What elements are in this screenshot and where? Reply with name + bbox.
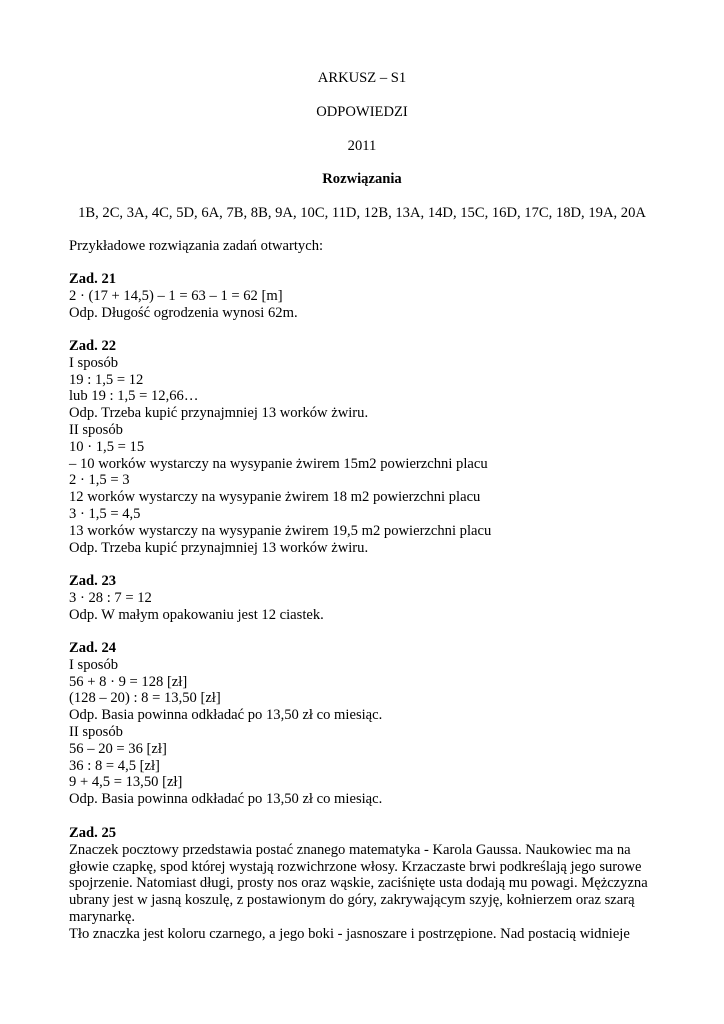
task-line: 56 – 20 = 36 [zł] xyxy=(69,740,167,757)
task-line: 10 · 1,5 = 15 xyxy=(69,438,145,455)
task-line: – 10 worków wystarczy na wysypanie żwirem 15m2 powierzchni placu xyxy=(69,455,488,472)
task-title: Zad. 23 xyxy=(69,573,117,589)
task-line: II sposób xyxy=(69,723,123,740)
task-line: 2 · 1,5 = 3 xyxy=(69,472,130,489)
task-21 xyxy=(69,271,659,321)
task-line: Odp. Basia powinna odkładać po 13,50 zł co miesiąc. xyxy=(69,791,383,808)
intro-text xyxy=(69,238,659,255)
solutions-heading: Rozwiązania xyxy=(322,171,402,187)
task-line: 9 + 4,5 = 13,50 [zł] xyxy=(69,774,183,791)
task-title: Zad. 25 xyxy=(69,825,117,841)
task-title: Zad. 24 xyxy=(69,640,117,656)
task-paragraph: Tło znaczka jest koloru czarnego, a jego boki - jasnoszare i postrzępione. Nad postacią widnieje xyxy=(69,925,630,942)
task-paragraph: Znaczek pocztowy przedstawia postać znanego matematyka - Karola Gaussa. Naukowiec ma na głowie czapkę, spod której wystają rozwichrzone włosy. Krzaczaste brwi podkreślają jego surowe spojrzenie. Natomiast długi, prosty nos oraz wąskie, zaciśnięte usta dodają mu powagi. Mężczyzna ubrany jest w jasną koszulę, z postawionym do góry, zakrywającym szyję, kołnierzem oraz szarą marynarkę. xyxy=(69,841,648,925)
task-25 xyxy=(69,825,659,943)
task-line: I sposób xyxy=(69,656,119,673)
task-line: 3 · 28 : 7 = 12 xyxy=(69,589,152,606)
year-label: 2011 xyxy=(347,138,377,154)
task-line: II sposób xyxy=(69,421,123,438)
task-line: (128 – 20) : 8 = 13,50 [zł] xyxy=(69,690,221,707)
task-22 xyxy=(69,338,659,556)
task-line: Odp. Basia powinna odkładać po 13,50 zł co miesiąc. xyxy=(69,707,383,724)
answers-title: ODPOWIEDZI xyxy=(316,104,408,120)
task-23 xyxy=(69,573,659,623)
task-line: Odp. Trzeba kupić przynajmniej 13 worków żwiru. xyxy=(69,539,369,556)
task-line: 3 · 1,5 = 4,5 xyxy=(69,505,141,522)
task-line: 56 + 8 · 9 = 128 [zł] xyxy=(69,673,188,690)
task-line: 36 : 8 = 4,5 [zł] xyxy=(69,757,160,774)
sheet-title: ARKUSZ – S1 xyxy=(317,70,407,86)
task-title: Zad. 22 xyxy=(69,338,117,354)
task-line: 19 : 1,5 = 12 xyxy=(69,371,144,388)
answer-key-line: 1B, 2C, 3A, 4C, 5D, 6A, 7B, 8B, 9A, 10C, 11D, 12B, 13A, 14D, 15C, 16D, 17C, 18D, 19A, 20A xyxy=(78,205,646,221)
intro-line: Przykładowe rozwiązania zadań otwartych: xyxy=(69,238,324,254)
task-24 xyxy=(69,640,659,808)
task-line: lub 19 : 1,5 = 12,66… xyxy=(69,388,199,405)
task-line: Odp. Długość ogrodzenia wynosi 62m. xyxy=(69,304,298,321)
task-line: Odp. W małym opakowaniu jest 12 ciastek. xyxy=(69,606,324,623)
task-line: I sposób xyxy=(69,354,119,371)
task-line: 13 worków wystarczy na wysypanie żwirem 19,5 m2 powierzchni placu xyxy=(69,522,492,539)
task-line: 12 worków wystarczy na wysypanie żwirem 18 m2 powierzchni placu xyxy=(69,489,481,506)
task-line: Odp. Trzeba kupić przynajmniej 13 worków żwiru. xyxy=(69,405,369,422)
task-title: Zad. 21 xyxy=(69,271,117,287)
task-line: 2 · (17 + 14,5) – 1 = 63 – 1 = 62 [m] xyxy=(69,287,283,304)
